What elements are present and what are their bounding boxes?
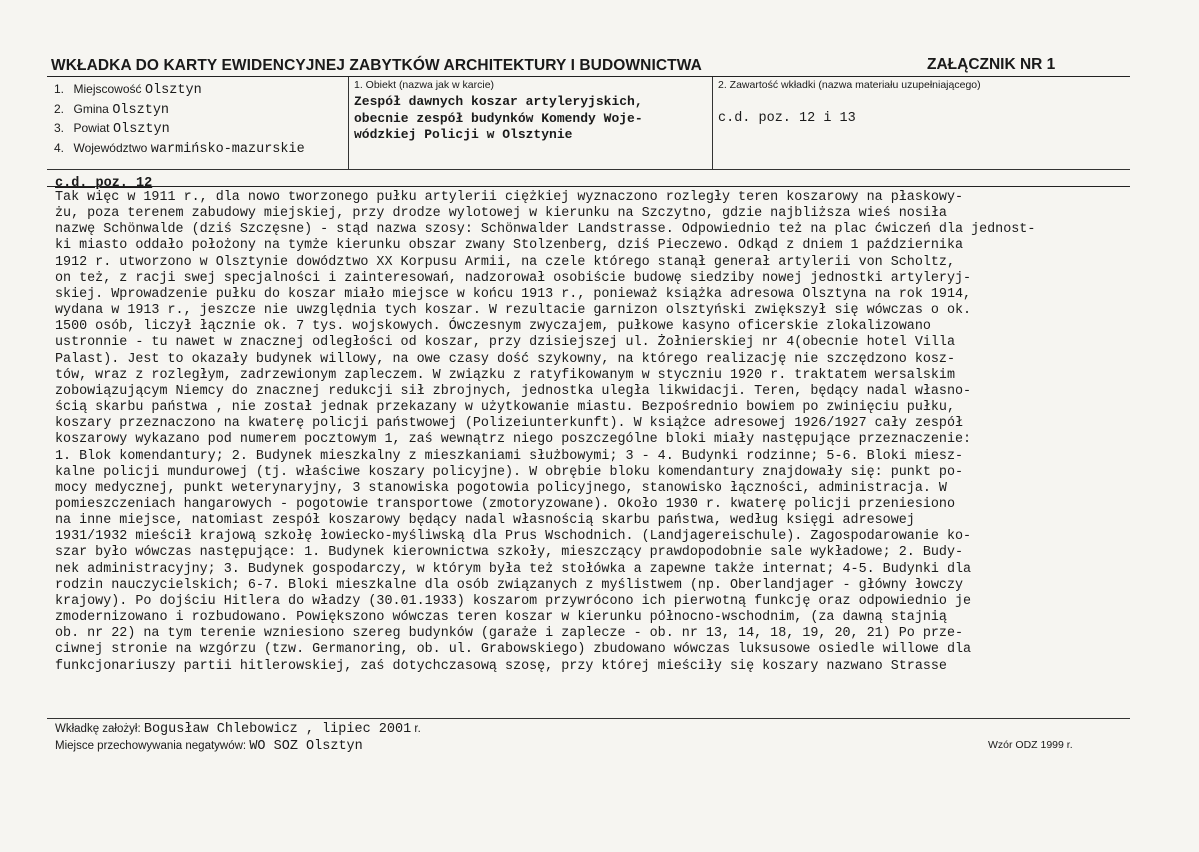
body-line: na inne miejsce, natomiast zespół koszarowy będący nadal własnością skarbu państwa, według księgi adresowej — [55, 513, 915, 529]
body-line: rodzin nauczycielskich; 6-7. Bloki mieszkalne dla osób związanych z myślistwem (np. Oberlandjager - główny łowczy — [55, 577, 964, 593]
body-line: ob. nr 22) na tym terenie wzniesiono szereg budynków (garaże i zaplecze - ob. nr 13, 14, 18, 19, 20, 21) Po prze- — [55, 626, 964, 642]
body-line: krajowy). Po dojściu Hitlera do władzy (30.01.1933) koszarom przywrócono ich pierwotną funkcję oraz odpowiednio je — [55, 593, 972, 609]
location-field-county: 3. Powiat Olsztyn — [54, 121, 170, 137]
location-field-voivodeship: 4. Województwo warmińsko-mazurskie — [54, 140, 305, 157]
object-label: 1. Obiekt (nazwa jak w karcie) — [354, 79, 495, 91]
footer-divider — [47, 718, 1130, 719]
field-value: Olsztyn — [112, 102, 170, 118]
location-field-town: 1. Miejscowość Olsztyn — [54, 82, 202, 98]
document-title: WKŁADKA DO KARTY EWIDENCYJNEJ ZABYTKÓW ARCHITEKTURY I BUDOWNICTWA — [51, 57, 702, 74]
body-line: ki miasto oddało położony na tymże kierunku obszar zwany Stolzenberg, dziś Pieczewo. Odkąd z dniem 1 października — [55, 238, 964, 254]
field-label: Miejscowość — [73, 82, 142, 96]
body-line: mocy medycznej, punkt weterynaryjny, 3 stanowiska pogotowia policyjnego, stanowisko łączności, administracja. W — [55, 480, 947, 496]
author-suffix: r. — [414, 723, 421, 735]
body-line: zmodernizowano i rozbudowano. Powiększono wówczas teren koszar w kierunku północno-wschodnim, (za dawną stajnią — [55, 610, 947, 626]
body-line: 1931/1932 mieścił krajową szkołę łowiecko-myśliwską dla Prus Wschodnich. (Landjagereischule). Zagospodarowanie ko- — [55, 529, 972, 545]
body-line: 1. Blok komendantury; 2. Budynek mieszkalny z mieszkaniami służbowymi; 3 - 4. Budynki rodzinne; 5-6. Bloki miesz- — [55, 448, 964, 464]
location-field-commune: 2. Gmina Olsztyn — [54, 101, 170, 118]
body-line: zobowiązującym Niemcy do znacznej redukcji sił zbrojnych, jednostka uległa likwidacji. Teren, będący nadal własno- — [55, 383, 972, 399]
body-line: żu, poza terenem zabudowy miejskiej, przy drodze wylotowej w kierunku na Szczytno, gdzie najbliższa wieś nosiła — [55, 206, 947, 222]
author-field — [55, 722, 421, 737]
content-value: c.d. poz. 12 i 13 — [718, 111, 856, 126]
body-line: ścią skarbu państwa , nie został jednak przekazany w użytkowanie miastu. Bezpośrednio bowiem po zwinięciu pułku, — [55, 400, 955, 416]
body-line: on też, z racji swej specjalności i zainteresowań, nadzorował osobiście budowę siedziby nowej jednostki artyleryj- — [55, 270, 972, 286]
negatives-field — [55, 739, 363, 754]
form-model: Wzór ODZ 1999 r. — [988, 739, 1073, 751]
negatives-value: WO SOZ Olsztyn — [249, 739, 363, 754]
section-divider — [47, 186, 1130, 187]
negatives-label: Miejsce przechowywania negatywów: — [55, 740, 247, 752]
body-line: kalne policji mundurowej (tj. właściwe koszary policyjne). W obrębie bloku komendantury znajdowały się: punkt po- — [55, 464, 964, 480]
field-label: Województwo — [73, 140, 148, 155]
field-value: Olsztyn — [144, 83, 202, 98]
author-value: Bogusław Chlebowicz , lipiec 2001 — [143, 722, 412, 737]
body-line: tów, wraz z rozległym, zadrzewionym zapleczem. W związku z ratyfikowanym w styczniu 1920 r. traktatem wersalskim — [55, 367, 955, 383]
content-label: 2. Zawartość wkładki (nazwa materiału uzupełniającego) — [718, 79, 981, 91]
field-label: Powiat — [73, 121, 110, 135]
annex-label: ZAŁĄCZNIK NR 1 — [927, 56, 1056, 73]
body-line: funkcjonariuszy partii hitlerowskiej, zaś dotychczasową szosę, przy której mieściły się koszary nazwano Strasse — [55, 658, 947, 674]
body-line: ciwnej stronie na wzgórzu (tzw. Germanoring, ob. ul. Grabowskiego) zbudowano wówczas luksusowe osiedle willowe dla — [55, 642, 972, 658]
body-line: 1912 r. utworzono w Olsztynie dowództwo XX Korpusu Armii, na czele którego stanął generał artylerii von Scholtz, — [55, 254, 955, 270]
body-line: wydana w 1913 r., jeszcze nie uwzględnia tych koszar. W rezultacie garnizon olsztyński zwiększył się wówczas o ok. — [55, 303, 972, 319]
location-fields — [54, 80, 305, 158]
body-line: skiej. Wprowadzenie pułku do koszar miało miejsce w końcu 1913 r., ponieważ książka adresowa Olsztyna na rok 1914, — [55, 286, 972, 302]
grid-divider-2 — [712, 77, 713, 169]
grid-divider-1 — [348, 77, 349, 169]
body-text — [55, 190, 1130, 675]
body-line: pomieszczeniach hangarowych - pogotowie transportowe (zmotoryzowane). Około 1930 r. kwaterę policji przeniesiono — [55, 496, 955, 512]
body-line: ustronnie - tu nawet w znacznej odległości od koszar, przy dzisiejszej ul. Żołnierskiej nr 4(obecnie hotel Villa — [55, 335, 955, 351]
body-line: Tak więc w 1911 r., dla nowo tworzonego pułku artylerii ciężkiej wyznaczono rozległy teren koszarowy na płaskowy- — [55, 190, 964, 205]
author-label: Wkładkę założył: — [55, 723, 141, 735]
section-heading: c.d. poz. 12 — [55, 176, 153, 191]
body-line: szar było wówczas następujące: 1. Budynek kierownictwa szkoły, mieszczący prawdopodobnie sale wykładowe; 2. Budy- — [55, 545, 964, 561]
body-line: Palast). Jest to okazały budynek willowy, na owe czasy dość szykowny, na którego realizację nie szczędzono kosz- — [55, 351, 955, 367]
object-value: Zespół dawnych koszar artyleryjskich, obecnie zespół budynków Komendy Woje- wódzkiej Policji w Olsztynie — [354, 94, 643, 142]
field-label: Gmina — [73, 101, 109, 116]
body-line: koszarowy wykazano pod numerem pocztowym 1, zaś wewnątrz niego poszczególne bloki miały następujące przeznaczenie: — [55, 432, 972, 448]
body-line: koszary przeznaczono na kwaterę policji państwowej (Polizeiunterkunft). W książce adresowej 1926/1927 cały zespół — [55, 416, 964, 432]
body-line: nazwę Schönwalde (dziś Szczęsne) - stąd nazwa szosy: Schönwalder Landstrasse. Odpowiednio też na plac ćwiczeń dla jednost- — [55, 222, 1036, 238]
field-value: Olsztyn — [113, 122, 170, 137]
field-value: warmińsko-mazurskie — [150, 141, 305, 157]
body-line: nek administracyjny; 3. Budynek gospodarczy, w którym była też stołówka a zapewne także internat; 4-5. Budynki dla — [55, 561, 972, 577]
body-line: 1500 osób, liczył łącznie ok. 7 tys. wojskowych. Ówczesnym zwyczajem, pułkowe kasyno oficerskie zlokalizowano — [55, 319, 931, 335]
